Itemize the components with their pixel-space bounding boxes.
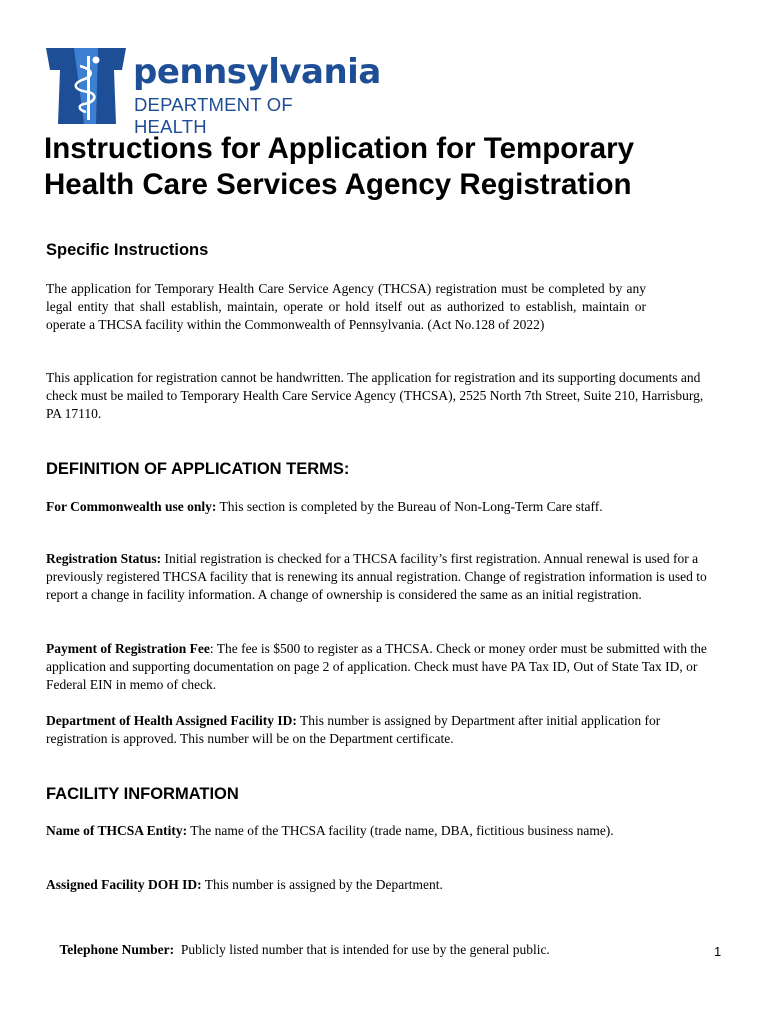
facility-text: Publicly listed number that is intended for use by the general public. [174, 942, 550, 957]
specific-instructions-heading: Specific Instructions [46, 241, 209, 259]
definition-term: Department of Health Assigned Facility ID: [46, 713, 297, 728]
definition-commonwealth-use [46, 498, 656, 516]
definition-text: : The fee is $500 to register as a THCSA. Check or money order must be submitted with the application and supporting documentation on page 2 of application. Check must have PA Tax ID, Out of State Tax ID, or Federal EIN in memo of check. [46, 641, 707, 692]
logo-wordmark: pennsylvania [133, 52, 381, 92]
definition-text: This number is assigned by Department after initial application for registration is approved. This number will be on the Department certificate. [46, 713, 661, 746]
specific-paragraph-1: The application for Temporary Health Care Service Agency (THCSA) registration must be completed by any legal entity that shall establish, maintain, operate or hold itself out as authorized to establish, maintain or operate a THCSA facility within the Commonwealth of Pennsylvania. (Act No.128 of 2022) [46, 281, 646, 332]
definition-term: Payment of Registration Fee [46, 641, 210, 656]
pa-health-logo [44, 44, 381, 137]
facility-telephone [46, 923, 706, 977]
document-title: Instructions for Application for Temporary Health Care Services Agency Registration [44, 132, 635, 201]
facility-text: The name of the THCSA facility (trade name, DBA, fictitious business name). [187, 823, 614, 838]
facility-information-heading: FACILITY INFORMATION [46, 785, 239, 803]
definition-term: For Commonwealth use only: [46, 499, 217, 514]
definition-text: Initial registration is checked for a THCSA facility’s first registration. Annual renewal is used for a previously registered THCSA facility that is renewing its annual registration. Change of registration information is used to report a change in facility information. A change of ownership is considered the same as an initial registration. [46, 551, 707, 602]
definition-registration-status [46, 550, 716, 604]
definition-text: This section is completed by the Bureau of Non-Long-Term Care staff. [216, 499, 603, 514]
facility-term: Assigned Facility DOH ID: [46, 877, 202, 892]
definitions-heading: DEFINITION OF APPLICATION TERMS: [46, 460, 350, 478]
facility-entity-name [46, 822, 646, 840]
page-number: 1 [714, 944, 722, 959]
facility-doh-id [46, 876, 706, 894]
specific-paragraph-2: This application for registration cannot be handwritten. The application for registration and its supporting documents and check must be mailed to Temporary Health Care Service Agency (THCSA), 2525 North 7th Street, Suite 210, Harrisburg, PA 17110. [46, 370, 704, 421]
facility-text: This number is assigned by the Department. [201, 877, 443, 892]
definition-facility-id [46, 712, 716, 748]
definition-registration-fee [46, 640, 708, 694]
facility-term: Telephone Number: [59, 942, 175, 957]
keystone-logo-icon [44, 44, 128, 126]
logo-subtitle: DEPARTMENT OF HEALTH [134, 94, 293, 137]
definition-term: Registration Status: [46, 551, 162, 566]
facility-term: Name of THCSA Entity: [46, 823, 188, 838]
